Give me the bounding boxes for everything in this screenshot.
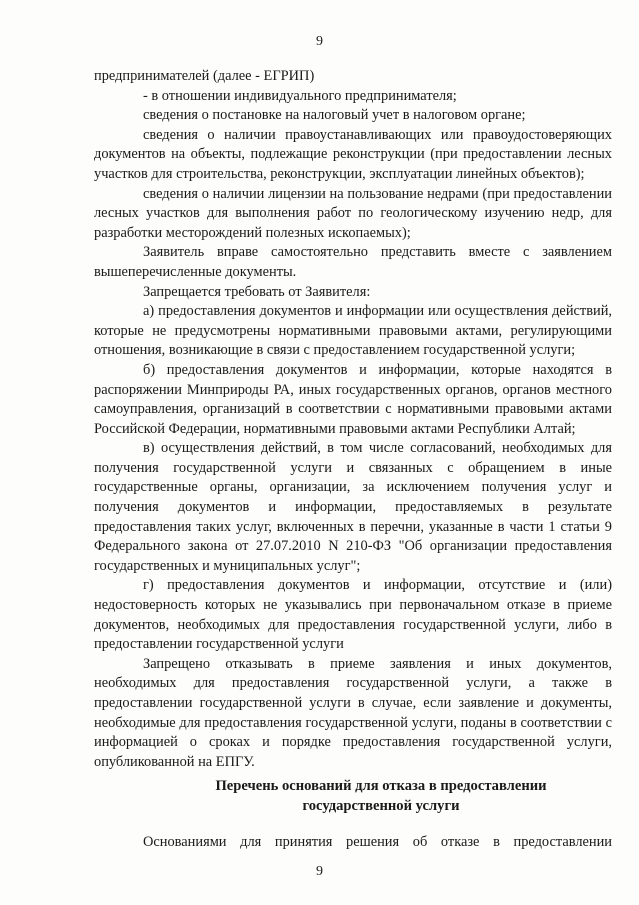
paragraph-egrip: предпринимателей (далее - ЕГРИП): [94, 68, 315, 84]
page-number-top: 9: [316, 34, 323, 49]
paragraph-ip: - в отношении индивидуального предпринимателя;: [143, 87, 457, 104]
page-number-bottom: 9: [316, 864, 323, 879]
paragraph-prohibited-intro: Запрещается требовать от Заявителя:: [143, 283, 371, 300]
document-body: [94, 67, 612, 772]
paragraph-item-g: г) предоставления документов и информации, отсутствие и (или) недостоверность которых не указывались при первоначальном отказе в приеме документов, необходимых для предоставления государственной услуги, либо в предоставлении государственной услуги: [94, 577, 612, 653]
paragraph-tax-registration: сведения о постановке на налоговый учет в налоговом органе;: [143, 107, 526, 124]
paragraph-item-b: б) предоставления документов и информации, которые находятся в распоряжении Минприроды РА, иных государственных органов, органов местного самоуправления, организаций в соответствии с нормативными правовыми актами Российской Федерации, нормативными правовыми актами Республики Алтай;: [94, 361, 612, 437]
section-heading-line1: Перечень оснований для отказа в предоставлении: [215, 778, 547, 794]
paragraph-item-v: в) осуществления действий, в том числе согласований, необходимых для получения государственной услуги и связанных с обращением в иные государственные органы, организации, за исключением получения услуг и получения документов и информации, предоставляемых в результате предоставления таких услуг, включенных в перечни, указанные в части 1 статьи 9 Федерального закона от 27.07.2010 N 210-ФЗ "Об организации предоставления государственных и муниципальных услуг";: [94, 440, 612, 574]
paragraph-applicant-right: Заявитель вправе самостоятельно представить вместе с заявлением вышеперечисленные документы.: [94, 244, 612, 280]
section-heading-line2: государственной услуги: [302, 798, 460, 814]
paragraph-refusal-prohibited: Запрещено отказывать в приеме заявления и иных документов, необходимых для предоставления государственной услуги, а также в предоставлении государственной услуги в случае, если заявление и документы, необходимые для предоставления государственной услуги, поданы в соответствии с информацией о сроках и порядке предоставления государственной услуги, опубликованной на ЕПГУ.: [94, 655, 612, 770]
paragraph-item-a: а) предоставления документов и информации или осуществления действий, которые не предусмотрены нормативными правовыми актами, регулирующими отношения, возникающие в связи с предоставлением государственной услуги;: [94, 303, 612, 359]
paragraph-subsoil-license: сведения о наличии лицензии на пользование недрами (при предоставлении лесных участков для выполнения работ по геологическому изучению недр, для разработки месторождений полезных ископаемых);: [94, 185, 612, 241]
section-heading: [94, 776, 612, 816]
paragraph-title-documents: сведения о наличии правоустанавливающих или правоудостоверяющих документов на объекты, подлежащие реконструкции (при предоставлении лесных участков для строительства, реконструкции, эксплуатации линейных объектов);: [94, 126, 612, 182]
paragraph-grounds: Основаниями для принятия решения об отказе в предоставлении: [143, 834, 612, 850]
section-body: [94, 833, 612, 853]
